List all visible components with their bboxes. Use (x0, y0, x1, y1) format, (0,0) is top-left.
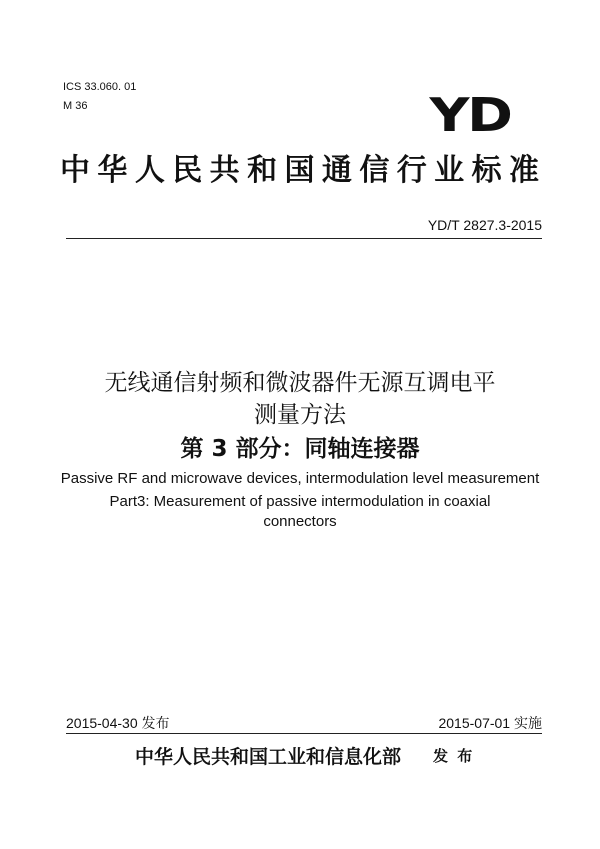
effective-date: 2015-07-01 实施 (438, 715, 542, 731)
footer-divider (66, 733, 542, 734)
document-title-cn-line2: 测量方法 (254, 402, 346, 428)
document-title-en-line2: Part3: Measurement of passive intermodulation in coaxial (109, 493, 491, 510)
standard-number: YD/T 2827.3-2015 (427, 217, 542, 233)
ics-code: ICS 33.060. 01 (63, 81, 137, 93)
document-title-cn-line3: 第 3 部分：同轴连接器 (180, 436, 420, 462)
classification-code: M 36 (63, 100, 88, 112)
document-title-en-line1: Passive RF and microwave devices, intermodulation level measurement (60, 470, 540, 487)
standard-title: 中华人民共和国通信行业标准 (60, 153, 540, 188)
yd-logo: YD (429, 88, 510, 142)
header-divider (66, 238, 542, 239)
publisher-name: 中华人民共和国工业和信息化部 (135, 746, 402, 768)
release-date: 2015-04-30 发布 (66, 715, 170, 731)
publish-label: 发 布 (433, 747, 475, 765)
document-title-en-line3: connectors (263, 513, 337, 530)
document-title-cn-line1: 无线通信射频和微波器件无源互调电平 (104, 370, 496, 396)
